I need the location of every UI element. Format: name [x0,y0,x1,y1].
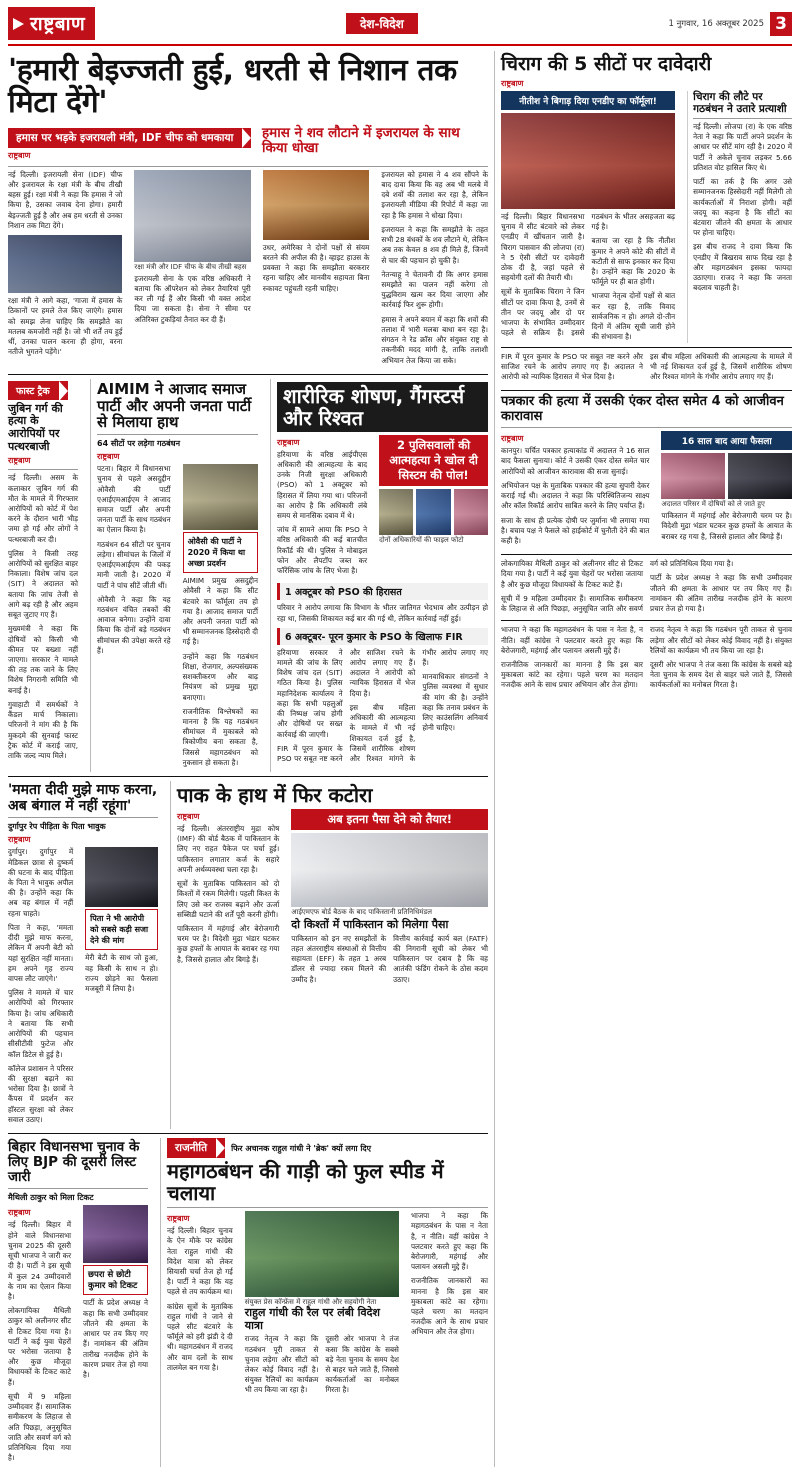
journalist-strip: 16 साल बाद आया फैसला [661,431,792,450]
mamta-story [8,781,158,1129]
exploitation-para: हरियाणा के वरिष्ठ आईपीएस अधिकारी की आत्महत्या के बाद उनके निजी सुरक्षा अधिकारी (PSO) को 1 अक्टूबर को हिरासत में लिया गया था। परिजनों का आरोप है कि अधिकारी लंबे समय से मानसिक दबाव में थे। [277,449,368,521]
rahul-para: राजनीतिक जानकारों का मानना है कि इस बार मुकाबला कांटे का रहेगा। पहले चरण का मतदान नजदीक आने के साथ प्रचार अभियान और तेज होगा। [410,1276,488,1337]
aimim-headline: AIMIM ने आजाद समाज पार्टी और अपनी जनता पार्टी से मिलाया हाथ [97,379,252,432]
chirag-para: नई दिल्ली। बिहार विधानसभा चुनाव में सीट बंटवारे को लेकर एनडीए में खींचतान जारी है। चिराग पासवान की लोजपा (रा) ने 5 ऐसी सीटों पर दावेदारी ठोक दी है, जहां पहले से सहयोगी दलों की तैयारी थी। [501,211,585,283]
exploitation-photo-caption: दोनों अधिकारियों की फाइल फोटो [379,535,464,544]
journalist-para: पाकिस्तान में महंगाई और बेरोजगारी चरम पर है। विदेशी मुद्रा भंडार घटकर कुछ हफ्तों के आयात के बराबर रह गया है, जिससे हालात और बिगड़े हैं। [661,511,792,541]
exploitation-story [270,379,488,772]
aimim-para: गठबंधन 64 सीटों पर चुनाव लड़ेगा। सीमांचल के जिलों में एआईएमआईएम की पकड़ मानी जाती है। 2020 में पार्टी ने पांच सीटें जीती थीं। [97,539,171,590]
lead-bullet: नेतन्याहू ने चेतावनी दी कि अगर हमास समझौते का पालन नहीं करेगा तो युद्धविराम खत्म कर दिया जाएगा और कार्रवाई फिर शुरू होगी। [381,269,488,310]
rahul-secondary [501,625,792,694]
lead-kicker: हमास पर भड़के इजरायली मंत्री, IDF चीफ को धमकाया [8,128,251,148]
rahul-para: दूसरी ओर भाजपा ने तंज कसा कि कांग्रेस के सबसे बड़े नेता चुनाव के समय देश से बाहर चले जाते हैं, जिससे कार्यकर्ताओं का मनोबल गिरता है। [650,659,792,690]
pak-para: पाकिस्तान में महंगाई और बेरोजगारी चरम पर है। विदेशी मुद्रा भंडार घटकर कुछ हफ्तों के आयात के बराबर रह गया है, जिससे हालात और बिगड़े हैं। [177,924,280,964]
lead-para: नई दिल्ली। इजरायली सेना (IDF) चीफ और इजरायल के रक्षा मंत्री के बीच तीखी बहस हुई। रक्षा मंत्री ने कहा कि हमास ने जो किया है, उसका जवाब देना होगा। हमारी बेइज्जती हुई है और अब हम धरती से उनका निशान तक मिटा देंगे। [8,169,123,230]
bihar-para: सूची में 9 महिला उम्मीदवार हैं। सामाजिक समीकरण के लिहाज से अति पिछड़ा, अनुसूचित जाति और सवर्ण वर्ग को प्रतिनिधित्व दिया गया है। [501,559,734,614]
rahul-para: राजनीतिक जानकारों का मानना है कि इस बार मुकाबला कांटे का रहेगा। पहले चरण का मतदान नजदीक आने के साथ प्रचार अभियान और तेज होगा। [501,659,643,690]
pak-headline: पाक के हाथ में फिर कटोरा [177,783,373,808]
pak-story [170,781,488,1129]
bihar-byline: राष्ट्रबाण [8,1208,31,1218]
chirag-byline: राष्ट्रबाण [501,78,524,88]
journalist-photo-2 [728,453,792,499]
chirag-side-para: इस बीच राजद ने दावा किया कि एनडीए में बिखराव साफ दिख रहा है और महागठबंधन इसका फायदा उठाएगा। राजद ने कहा कि जनता बदलाव चाहती है। [693,242,792,293]
rahul-story [160,1138,488,1467]
pak-para: नई दिल्ली। अंतरराष्ट्रीय मुद्रा कोष (IMF) की बोर्ड बैठक में पाकिस्तान के लिए नए राहत पैकेज पर चर्चा हुई। पाकिस्तान लगातार कर्ज के सहारे अपनी अर्थव्यवस्था चला रहा है। [177,824,280,874]
pak-strip: अब इतना पैसा देने को तैयार! [291,809,488,830]
rahul-tag: राजनीति [167,1138,225,1158]
bihar-story [8,1138,148,1467]
right-column [494,51,792,1467]
rahul-headline: महागठबंधन की गाड़ी को फुल स्पीड में चलाया [167,1159,444,1206]
publication-date: 1 नुगवार, 16 अक्तूबर 2025 [668,19,764,29]
lead-sub-headline: हमास ने शव लौटाने में इजरायल के साथ किया धोखा [262,124,460,157]
journalist-byline: राष्ट्रबाण [501,434,524,444]
mamta-para: पिता ने कहा, 'ममता दीदी मुझे माफ करना, लेकिन मैं अपनी बेटी को यहां सुरक्षित नहीं मानता। हम अपने गृह राज्य वापस लौट जाएंगे।' [8,922,74,984]
aimim-photo-box: ओवैसी की पार्टी ने 2020 में किया था अच्छा प्रदर्शन [183,532,258,573]
journalist-headline: पत्रकार की हत्या में उसकी एंकर दोस्त समेत 4 को आजीवन कारावास [501,394,784,424]
exploitation-para: जांच में सामने आया कि PSO ने वरिष्ठ अधिकारी की कई बातचीत रिकॉर्ड की थी। पुलिस ने मोबाइल फोन और लैपटॉप जब्त कर फॉरेंसिक जांच के लिए भेजा है। [277,525,368,576]
rahul-byline: राष्ट्रबाण [167,1214,190,1224]
exploit-secondary [501,352,792,387]
bihar-secondary [501,559,792,616]
lead-headline: 'हमारी बेइज्जती हुई, धरती से निशान तक मिटा देंगे' [8,53,457,121]
chirag-para: भाजपा नेतृत्व दोनों पक्षों से बात कर रहा है, ताकि विवाद सार्वजनिक न हो। अगले दो-तीन दिनों में अंतिम सूची जारी होने की संभावना है। [591,291,676,342]
rahul-photo-caption: संयुक्त प्रेस कॉन्फ्रेंस में राहुल गांधी और सहयोगी नेता [244,1298,377,1307]
rahul-para: भाजपा ने कहा कि महागठबंधन के पास न नेता है, न नीति। वहीं कांग्रेस ने पलटवार करते हुए कहा कि बेरोजगारी, महंगाई और पलायन असली मुद्दे हैं। [501,625,643,655]
fasttrack-story [8,379,78,772]
lead-para: हमास ने अपने बयान में कहा कि शवों की तलाश में भारी मलबा बाधा बन रहा है। संगठन ने रेड क्रॉस और संयुक्त राष्ट्र से तकनीकी मदद मांगी है, ताकि तलाशी अभियान तेज किया जा सके। [381,314,488,365]
bihar-photo [83,1205,148,1263]
journalist-para: सजा के साथ ही प्रत्येक दोषी पर जुर्माना भी लगाया गया है। बचाव पक्ष ने फैसले को हाईकोर्ट में चुनौती देने की बात कही है। [501,515,650,546]
journalist-photo-1 [661,453,725,499]
mamta-byline: राष्ट्रबाण [8,835,31,845]
section-tag: देश-विदेश [346,13,418,34]
rahul-para: नई दिल्ली। बिहार चुनाव के ऐन मौके पर कांग्रेस नेता राहुल गांधी की विदेश यात्रा को लेकर सियासी चर्चा तेज हो गई है। पार्टी ने कहा कि यह पहले से तय कार्यक्रम था। [167,1226,233,1297]
bihar-para: लोकगायिका मैथिली ठाकुर को अलीनगर सीट से टिकट दिया गया है। पार्टी ने कई युवा चेहरों पर भरोसा जताया है और कुछ मौजूदा विधायकों के टिकट काटे हैं। [501,559,643,589]
bihar-box-title: छपरा से छोटी कुमार को टिकट [83,1265,148,1295]
rahul-para: कांग्रेस सूत्रों के मुताबिक राहुल गांधी ने जाने से पहले सीट बंटवारे के फॉर्मूले को हरी झंडी दे दी थी। महागठबंधन में राजद और वाम दलों के साथ तालमेल बन गया है। [167,1301,233,1372]
exploitation-para: परिवार ने आरोप लगाया कि विभाग के भीतर जातिगत भेदभाव और उत्पीड़न हो रहा था, जिसकी शिकायत कई बार की गई थी, लेकिन कार्रवाई नहीं हुई। [277,603,488,623]
lead-byline: राष्ट्रबाण [8,150,31,160]
mamta-para: दुर्गापुर। दुर्गापुर में मेडिकल छात्रा से दुष्कर्म की घटना के बाद पीड़िता के पिता ने भावुक अपील की है। उन्होंने कहा कि अब वह बंगाल में नहीं रहना चाहते। [8,847,74,918]
bottom-row [8,1138,488,1467]
aimim-subhead: 64 सीटों पर लड़ेगा गठबंधन [97,439,181,449]
aimim-para: ओवैसी ने कहा कि यह गठबंधन वंचित तबकों की आवाज बनेगा। उन्होंने दावा किया कि दोनों बड़े गठबंधन सीमांचल की उपेक्षा करते रहे हैं। [97,594,171,655]
lead-bullet: इजरायल ने कहा कि समझौते के तहत सभी 28 बंधकों के शव लौटाने थे, लेकिन अब तक केवल 8 शव ही मिले हैं, जिनमें से चार की पहचान हो चुकी है। [381,224,488,265]
lead-photo-minister [134,170,250,262]
journalist-story [501,395,792,550]
pak-bullet: वित्तीय कार्रवाई कार्य बल (FATF) की निगरानी सूची को लेकर भी पाकिस्तान पर दबाव है कि वह आतंकी फंडिंग रोकने के ठोस कदम उठाए। [393,933,488,984]
aimim-para: उन्होंने कहा कि गठबंधन शिक्षा, रोजगार, अल्पसंख्यक सशक्तीकरण और बाढ़ नियंत्रण को प्रमुख मुद्दा बनाएगा। [182,651,258,702]
exploitation-para: हरियाणा सरकार ने मामले की जांच के लिए विशेष जांच दल (SIT) गठित किया है। पुलिस महानिदेशक कार्यालय ने कहा कि सभी पहलुओं की निष्पक्ष जांच होगी और दोषियों पर सख्त कार्रवाई की जाएगी। [277,647,343,739]
chirag-story [501,54,792,343]
pak-byline: राष्ट्रबाण [177,812,200,822]
fasttrack-para: पुलिस ने किसी तरह आरोपियों को सुरक्षित बाहर निकाला। विशेष जांच दल (SIT) ने अदालत को बताया कि जांच तेजी से आगे बढ़ रही है और अहम सबूत जुटाए गए हैं। [8,548,78,620]
third-row [8,781,488,1129]
chirag-para: बताया जा रहा है कि नीतीश कुमार ने अपने कोटे की सीटों में कटौती से साफ इनकार कर दिया है। उन्होंने कहा कि 2020 के फॉर्मूले पर ही बात होगी। [591,236,676,287]
mamta-headline: 'ममता दीदी मुझे माफ करना, अब बंगाल में नहीं रहूंगा' [8,782,158,814]
rahul-para: राजद नेतृत्व ने कहा कि गठबंधन पूरी ताकत से चुनाव लड़ेगा और सीटों को लेकर कोई विवाद नहीं है। संयुक्त रैलियों का कार्यक्रम भी तय किया जा रहा है। [650,625,792,655]
bihar-para: पार्टी के प्रदेश अध्यक्ष ने कहा कि सभी उम्मीदवार जीतने की क्षमता के आधार पर तय किए गए हैं। नामांकन की अंतिम तारीख नजदीक होने के कारण प्रचार तेज हो गया है। [83,1298,148,1379]
fasttrack-byline: राष्ट्रबाण [8,456,31,466]
bihar-headline: बिहार विधानसभा चुनाव के लिए BJP की दूसरी लिस्ट जारी [8,1139,140,1186]
lead-para: उधर, अमेरिका ने दोनों पक्षों से संयम बरतने की अपील की है। व्हाइट हाउस के प्रवक्ता ने कहा कि समझौता बरकरार रहना चाहिए और मानवीय सहायता बिना रुकावट पहुंचती रहनी चाहिए। [262,242,370,293]
masthead-center [346,13,418,34]
lead-photo-gaza [263,170,370,240]
exploitation-photo-officer-2 [416,489,450,535]
exploitation-box1-title: 1 अक्टूबर को PSO की हिरासत [277,583,488,600]
exploitation-strip: 2 पुलिसवालों की आत्महत्या ने खोल दी सिस्टम की पोल! [379,435,488,486]
bihar-subhead: मैथिली ठाकुर को मिला टिकट [8,1193,94,1203]
page-number: 3 [770,12,792,36]
aimim-byline: राष्ट्रबाण [97,452,120,462]
mamta-para: पुलिस ने मामले में चार आरोपियों को गिरफ्तार किया है। जांच अधिकारी ने बताया कि सभी आरोपियों की पहचान सीसीटीवी फुटेज और कॉल डिटेल से हुई है। [8,988,74,1059]
exploitation-para: FIR में पूरन कुमार के PSO पर सबूत नष्ट करने और साजिश रचने के आरोप लगाए गए हैं। अदालत ने आरोपी को न्यायिक हिरासत में भेज दिया है। [501,351,643,381]
fasttrack-para: गुवाहाटी में समर्थकों ने कैंडल मार्च निकाला। परिजनों ने मांग की है कि मुकदमे की सुनवाई फास्ट ट्रैक कोर्ट में कराई जाए, ताकि जल्द न्याय मिले। [8,699,78,760]
chirag-para: सूत्रों के मुताबिक चिराग ने जिन सीटों पर दावा किया है, उनमें से तीन पर जदयू और दो पर भाजपा के संभावित उम्मीदवार पहले से सक्रिय हैं। इससे गठबंधन के भीतर असहजता बढ़ गई है। [501,211,676,338]
lead-para: रक्षा मंत्री ने आगे कहा, 'गाजा में हमास के ठिकानों पर हमले तेज किए जाएंगे। हमास को समझ लेना चाहिए कि समझौते का मतलब कमजोरी नहीं है। जो भी शर्तें तय हुई थीं, उनका पालन करना ही होगा, वरना नतीजे भुगतने पड़ेंगे।' [8,296,123,357]
logo [8,7,95,40]
chirag-side-para: नई दिल्ली। लोजपा (रा) के एक वरिष्ठ नेता ने कहा कि पार्टी अपने प्रदर्शन के आधार पर सीटें मांग रही है। 2020 में पार्टी ने अकेले चुनाव लड़कर 5.66 प्रतिशत वोट हासिल किए थे। [693,122,792,172]
aimim-para: पटना। बिहार में विधानसभा चुनाव से पहले असदुद्दीन ओवैसी की पार्टी एआईएमआईएम ने आजाद समाज पार्टी और अपनी जनता पार्टी के साथ गठबंधन का ऐलान किया है। [97,464,171,535]
chirag-side-headline: चिराग की लौटे पर गठबंधन ने उतारे प्रत्याशी [693,90,787,115]
rahul-photo [245,1211,399,1297]
lead-story [8,55,488,370]
exploitation-para: इस बीच महिला अधिकारी की आत्महत्या के मामले में भी नई शिकायत दर्ज हुई है, जिसमें शारीरिक शोषण और रिश्वत मांगने के गंभीर आरोप लगाए गए हैं। [650,351,792,381]
lead-photo-caption: रक्षा मंत्री और IDF चीफ के बीच तीखी बहस [134,262,247,271]
journalist-para: अभियोजन पक्ष के मुताबिक पत्रकार की हत्या सुपारी देकर कराई गई थी। अदालत ने कहा कि परिस्थितिजन्य साक्ष्य और कॉल रिकॉर्ड आरोप साबित करने के लिए पर्याप्त हैं। [501,480,650,511]
exploitation-photo-officer-3 [454,489,488,535]
journalist-para: कानपुर। चर्चित पत्रकार हत्याकांड में अदालत ने 16 साल बाद फैसला सुनाया। कोर्ट ने उसकी एंकर दोस्त समेत चार आरोपियों को आजीवन कारावास की सजा सुनाई। [501,446,650,476]
exploitation-photo-officer-1 [379,489,413,535]
aimim-photo-owaisi [183,464,258,530]
rahul-subhead: राहुल गांधी की रैल पर लंबी विदेश यात्रा [244,1306,380,1332]
pak-photo-caption: आईएमएफ बोर्ड बैठक के बाद पाकिस्तानी प्रतिनिधिमंडल [291,908,432,917]
rahul-para: दूसरी ओर भाजपा ने तंज कसा कि कांग्रेस के सबसे बड़े नेता चुनाव के समय देश से बाहर चले जाते हैं, जिससे कार्यकर्ताओं का मनोबल गिरता है। [325,1334,399,1395]
exploitation-box2-title: 6 अक्टूबर- पूरन कुमार के PSO के खिलाफ FIR [277,628,488,645]
pak-photo [291,833,488,907]
mamta-para: कॉलेज प्रशासन ने परिसर की सुरक्षा बढ़ाने का भरोसा दिया है। छात्रों ने कैंपस में प्रदर्शन कर हॉस्टल सुरक्षा को लेकर सवाल उठाए। [8,1063,74,1124]
lead-photo-crowd [8,235,122,293]
exploitation-para: इस बीच महिला अधिकारी की आत्महत्या के मामले में भी नई शिकायत दर्ज हुई है, जिसमें शारीरिक शोषण और रिश्वत मांगने के गंभीर आरोप लगाए गए हैं। [349,647,488,763]
bihar-para: लोकगायिका मैथिली ठाकुर को अलीनगर सीट से टिकट दिया गया है। पार्टी ने कई युवा चेहरों पर भरोसा जताया है और कुछ मौजूदा विधायकों के टिकट काटे हैं। [8,1306,72,1387]
mid-row [8,379,488,772]
exploitation-byline: राष्ट्रबाण [277,437,300,447]
fasttrack-tag: फास्ट ट्रैक [8,381,68,400]
bihar-para: पार्टी के प्रदेश अध्यक्ष ने कहा कि सभी उम्मीदवार जीतने की क्षमता के आधार पर तय किए गए हैं। नामांकन की अंतिम तारीख नजदीक होने के कारण प्रचार तेज हो गया है। [650,573,792,614]
logo-text: राष्ट्रबाण [8,7,95,40]
chirag-side-para: पार्टी का तर्क है कि अगर उसे सम्मानजनक हिस्सेदारी नहीं मिलेगी तो कार्यकर्ताओं में निराशा होगी। वहीं जदयू का कहना है कि सीटों का बंटवारा जीतने की क्षमता के आधार पर होना चाहिए। [693,177,792,238]
pak-bullet: पाकिस्तान को इन नए समझौतों के तहत अंतरराष्ट्रीय संस्थाओं से वित्तीय सहायता (EFF) के तहत 1 अरब डॉलर से ज्यादा रकम मिलने की उम्मीद है। [291,933,387,984]
rahul-para: राजद नेतृत्व ने कहा कि गठबंधन पूरी ताकत से चुनाव लड़ेगा और सीटों को लेकर कोई विवाद नहीं है। संयुक्त रैलियों का कार्यक्रम भी तय किया जा रहा है। [244,1334,319,1395]
mamta-subhead: दुर्गापुर रेप पीड़िता के पिता भावुक [8,822,106,832]
pak-subhead: दो किश्तों में पाकिस्तान को मिलेगा पैसा [291,918,449,932]
masthead-right [669,12,793,36]
pak-para: सूत्रों के मुताबिक पाकिस्तान को दो किश्तों में रकम मिलेगी। पहली किश्त के लिए उसे कर राजस्व बढ़ाने और ऊर्जा सब्सिडी घटाने की शर्तें पूरी करनी होंगी। [177,879,280,919]
chirag-photo [501,113,675,209]
chirag-headline: चिराग की 5 सीटों पर दावेदारी [501,53,712,75]
exploitation-para: मानवाधिकार संगठनों ने पुलिस व्यवस्था में सुधार की मांग की है। उन्होंने कहा कि तनाव प्रबंधन के लिए काउंसलिंग अनिवार्य होनी चाहिए। [422,672,488,733]
chirag-strip: नीतीश ने बिगाड़ दिया एनडीए का फॉर्मूला! [501,91,675,110]
mamta-quote-small: मेरी बेटी के साथ जो हुआ, वह किसी के साथ न हो। राज्य छोड़ने का फैसला मजबूरी में लिया है। [85,953,158,994]
bihar-para: नई दिल्ली। बिहार में होने वाले विधानसभा चुनाव 2025 की दूसरी सूची भाजपा ने जारी कर दी है। पार्टी ने इस सूची में कुल 24 उम्मीदवारों के नाम का ऐलान किया है। [8,1220,72,1301]
aimim-para: राजनीतिक विश्लेषकों का मानना है कि यह गठबंधन सीमांचल में मुकाबले को त्रिकोणीय बना सकता है, जिससे महागठबंधन को नुकसान हो सकता है। [182,706,258,767]
lead-para: इजरायली सेना के एक वरिष्ठ अधिकारी ने बताया कि ऑपरेशन को लेकर तैयारियां पूरी कर ली गई हैं और किसी भी वक्त आदेश दिया जा सकता है। सेना ने सीमा पर अतिरिक्त टुकड़ियां तैनात कर दी हैं। [134,273,251,324]
main-column [8,51,488,1467]
rahul-para: भाजपा ने कहा कि महागठबंधन के पास न नेता है, न नीति। वहीं कांग्रेस ने पलटवार करते हुए कहा कि बेरोजगारी, महंगाई और पलायन असली मुद्दे हैं। [410,1211,488,1272]
exploitation-para: FIR में पूरन कुमार के PSO पर सबूत नष्ट करने और साजिश रचने के आरोप लगाए गए हैं। अदालत ने आरोपी को न्यायिक हिरासत में भेज दिया है। [277,647,416,763]
fasttrack-para: नई दिल्ली। असम के कलाकार जुबिन गर्ग की मौत के मामले में गिरफ्तार आरोपियों को कोर्ट में पेश करने के दौरान भारी भीड़ जमा हो गई और लोगों ने पत्थरबाजी कर दी। [8,473,78,544]
aimim-story [90,379,258,772]
bihar-para: सूची में 9 महिला उम्मीदवार हैं। सामाजिक समीकरण के लिहाज से अति पिछड़ा, अनुसूचित जाति और सवर्ण वर्ग को प्रतिनिधित्व दिया गया है। [8,1391,72,1463]
exploitation-headline: शारीरिक शोषण, गैंगस्टर्स और रिश्वत [277,382,488,432]
journalist-photo-caption: अदालत परिसर में दोषियों को ले जाते हुए [661,500,765,509]
fasttrack-headline: जुबिन गर्ग की हत्या के आरोपियों पर पत्थरबाजी [8,401,63,453]
mamta-photo [85,847,158,907]
aimim-para: AIMIM प्रमुख असदुद्दीन ओवैसी ने कहा कि सीट बंटवारे का फॉर्मूला तय हो गया है। आजाद समाज पार्टी और अपनी जनता पार्टी को भी सम्मानजनक हिस्सेदारी दी गई है। [182,576,258,647]
fasttrack-para: मुख्यमंत्री ने कहा कि दोषियों को किसी भी कीमत पर बख्शा नहीं जाएगा। सरकार ने मामले की तह तक जाने के लिए विशेष निगरानी समिति भी बनाई है। [8,624,78,695]
lead-bullet: इजरायल को हमास ने 4 शव सौंपने के बाद दावा किया कि वह अब भी मलबे में दबे शवों की तलाश कर रहा है, लेकिन इजरायली मीडिया की रिपोर्ट में कहा जा रहा है कि हमास ने धोखा दिया। [381,169,488,220]
masthead [8,6,792,46]
mamta-quote-box: पिता ने भी आरोपी को सबसे कड़ी सजा देने की मांग [85,909,158,950]
rahul-kicker: फिर अचानक राहुल गांधी ने 'ब्रेक' क्यों लगा दिए [231,1143,372,1153]
